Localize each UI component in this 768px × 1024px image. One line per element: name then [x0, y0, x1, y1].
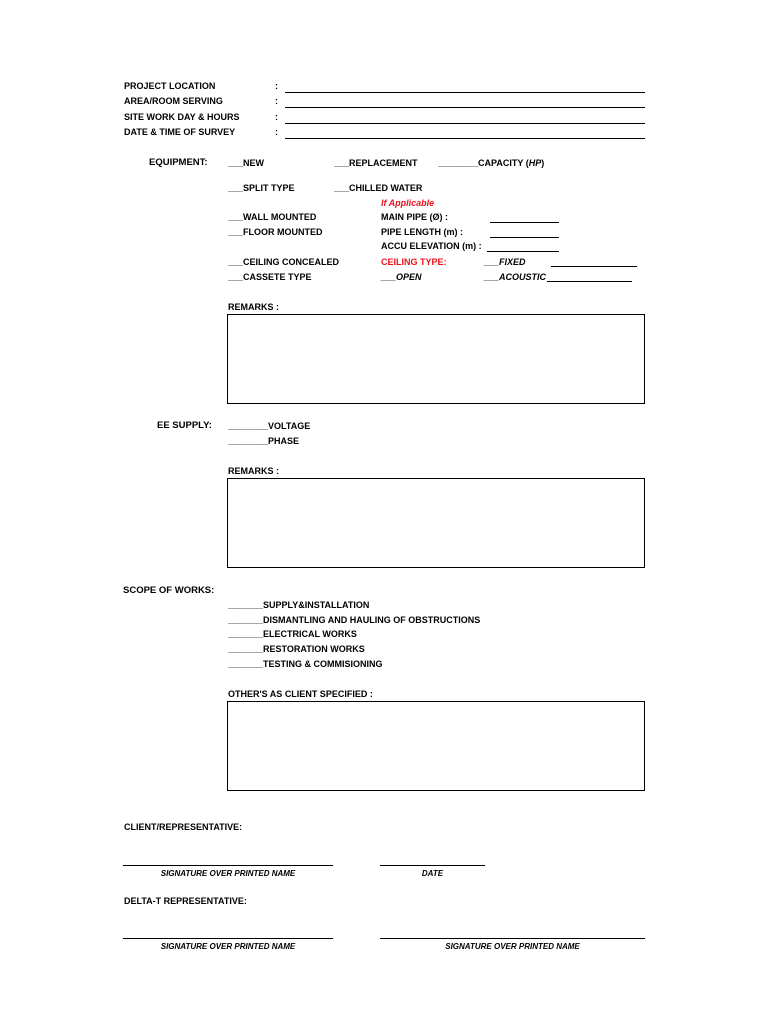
colon: :: [275, 81, 278, 91]
client-representative-label: CLIENT/REPRESENTATIVE:: [124, 822, 243, 832]
others-label: OTHER'S AS CLIENT SPECIFIED :: [228, 689, 373, 699]
option-split-type[interactable]: ___SPLIT TYPE: [228, 183, 295, 193]
acoustic-field[interactable]: [547, 281, 632, 282]
colon: :: [275, 96, 278, 106]
site-work-day-hours-field[interactable]: [285, 123, 645, 124]
accu-elevation-label: ACCU ELEVATION (m) :: [381, 241, 482, 251]
capacity-unit: HP: [528, 158, 542, 168]
equipment-remarks-box[interactable]: [227, 314, 645, 404]
option-chilled-water[interactable]: ___CHILLED WATER: [334, 183, 423, 193]
phase-field[interactable]: ________PHASE: [228, 436, 300, 446]
pipe-length-field[interactable]: [490, 237, 559, 238]
project-location-field[interactable]: [285, 92, 645, 93]
scope-item-dismantling[interactable]: _______DISMANTLING AND HAULING OF OBSTRUCTIONS: [228, 615, 481, 625]
ee-remarks-label: REMARKS :: [228, 466, 279, 476]
scope-item-restoration-works[interactable]: _______RESTORATION WORKS: [228, 644, 365, 654]
client-date-caption: DATE: [421, 869, 444, 878]
delta-signature-caption-right: SIGNATURE OVER PRINTED NAME: [445, 942, 580, 951]
fixed-field[interactable]: [551, 266, 637, 267]
delta-signature-line-left[interactable]: [123, 938, 333, 939]
scope-item-testing-commisioning[interactable]: _______TESTING & COMMISIONING: [228, 659, 383, 669]
option-replacement[interactable]: ___REPLACEMENT: [334, 158, 418, 168]
option-floor-mounted[interactable]: ___FLOOR MOUNTED: [228, 227, 323, 237]
equipment-label: EQUIPMENT:: [149, 157, 208, 168]
colon: :: [275, 112, 278, 122]
date-time-survey-label: DATE & TIME OF SURVEY: [124, 127, 236, 137]
colon: :: [275, 127, 278, 137]
client-date-line[interactable]: [380, 865, 485, 866]
scope-item-electrical-works[interactable]: _______ELECTRICAL WORKS: [228, 629, 357, 639]
area-room-serving-label: AREA/ROOM SERVING: [124, 96, 223, 106]
option-acoustic[interactable]: ___ACOUSTIC: [484, 272, 547, 282]
capacity-field[interactable]: [438, 158, 544, 169]
date-time-survey-field[interactable]: [285, 138, 645, 139]
delta-signature-caption-left: SIGNATURE OVER PRINTED NAME: [160, 942, 296, 951]
option-open[interactable]: ___OPEN: [381, 272, 422, 282]
if-applicable-note: If Applicable: [381, 198, 435, 208]
pipe-length-label: PIPE LENGTH (m) :: [381, 227, 464, 237]
site-work-day-hours-label: SITE WORK DAY & HOURS: [124, 112, 240, 122]
voltage-field[interactable]: ________VOLTAGE: [228, 421, 311, 431]
ee-supply-label: EE SUPPLY:: [157, 420, 212, 431]
client-signature-line[interactable]: [123, 865, 333, 866]
capacity-label: CAPACITY (: [478, 158, 529, 168]
others-box[interactable]: [227, 701, 645, 791]
delta-t-representative-label: DELTA-T REPRESENTATIVE:: [124, 896, 247, 906]
scope-item-supply-installation[interactable]: _______SUPPLY&INSTALLATION: [228, 600, 370, 610]
ceiling-type-label: CEILING TYPE:: [381, 257, 447, 267]
equipment-remarks-label: REMARKS :: [228, 302, 279, 312]
main-pipe-label: MAIN PIPE (Ø) :: [381, 212, 448, 222]
main-pipe-field[interactable]: [490, 222, 559, 223]
scope-of-works-label: SCOPE OF WORKS:: [123, 585, 215, 596]
area-room-serving-field[interactable]: [285, 107, 645, 108]
delta-signature-line-right[interactable]: [380, 938, 645, 939]
option-ceiling-concealed[interactable]: ___CEILING CONCEALED: [228, 257, 340, 267]
option-cassete-type[interactable]: ___CASSETE TYPE: [228, 272, 312, 282]
option-wall-mounted[interactable]: ___WALL MOUNTED: [228, 212, 317, 222]
project-location-label: PROJECT LOCATION: [124, 81, 216, 91]
capacity-blank: ________: [438, 158, 479, 168]
option-fixed[interactable]: ___FIXED: [484, 257, 526, 267]
option-new[interactable]: ___NEW: [228, 158, 265, 168]
capacity-close: ): [541, 158, 545, 168]
accu-elevation-field[interactable]: [487, 251, 559, 252]
client-signature-caption: SIGNATURE OVER PRINTED NAME: [160, 869, 296, 878]
ee-remarks-box[interactable]: [227, 478, 645, 568]
